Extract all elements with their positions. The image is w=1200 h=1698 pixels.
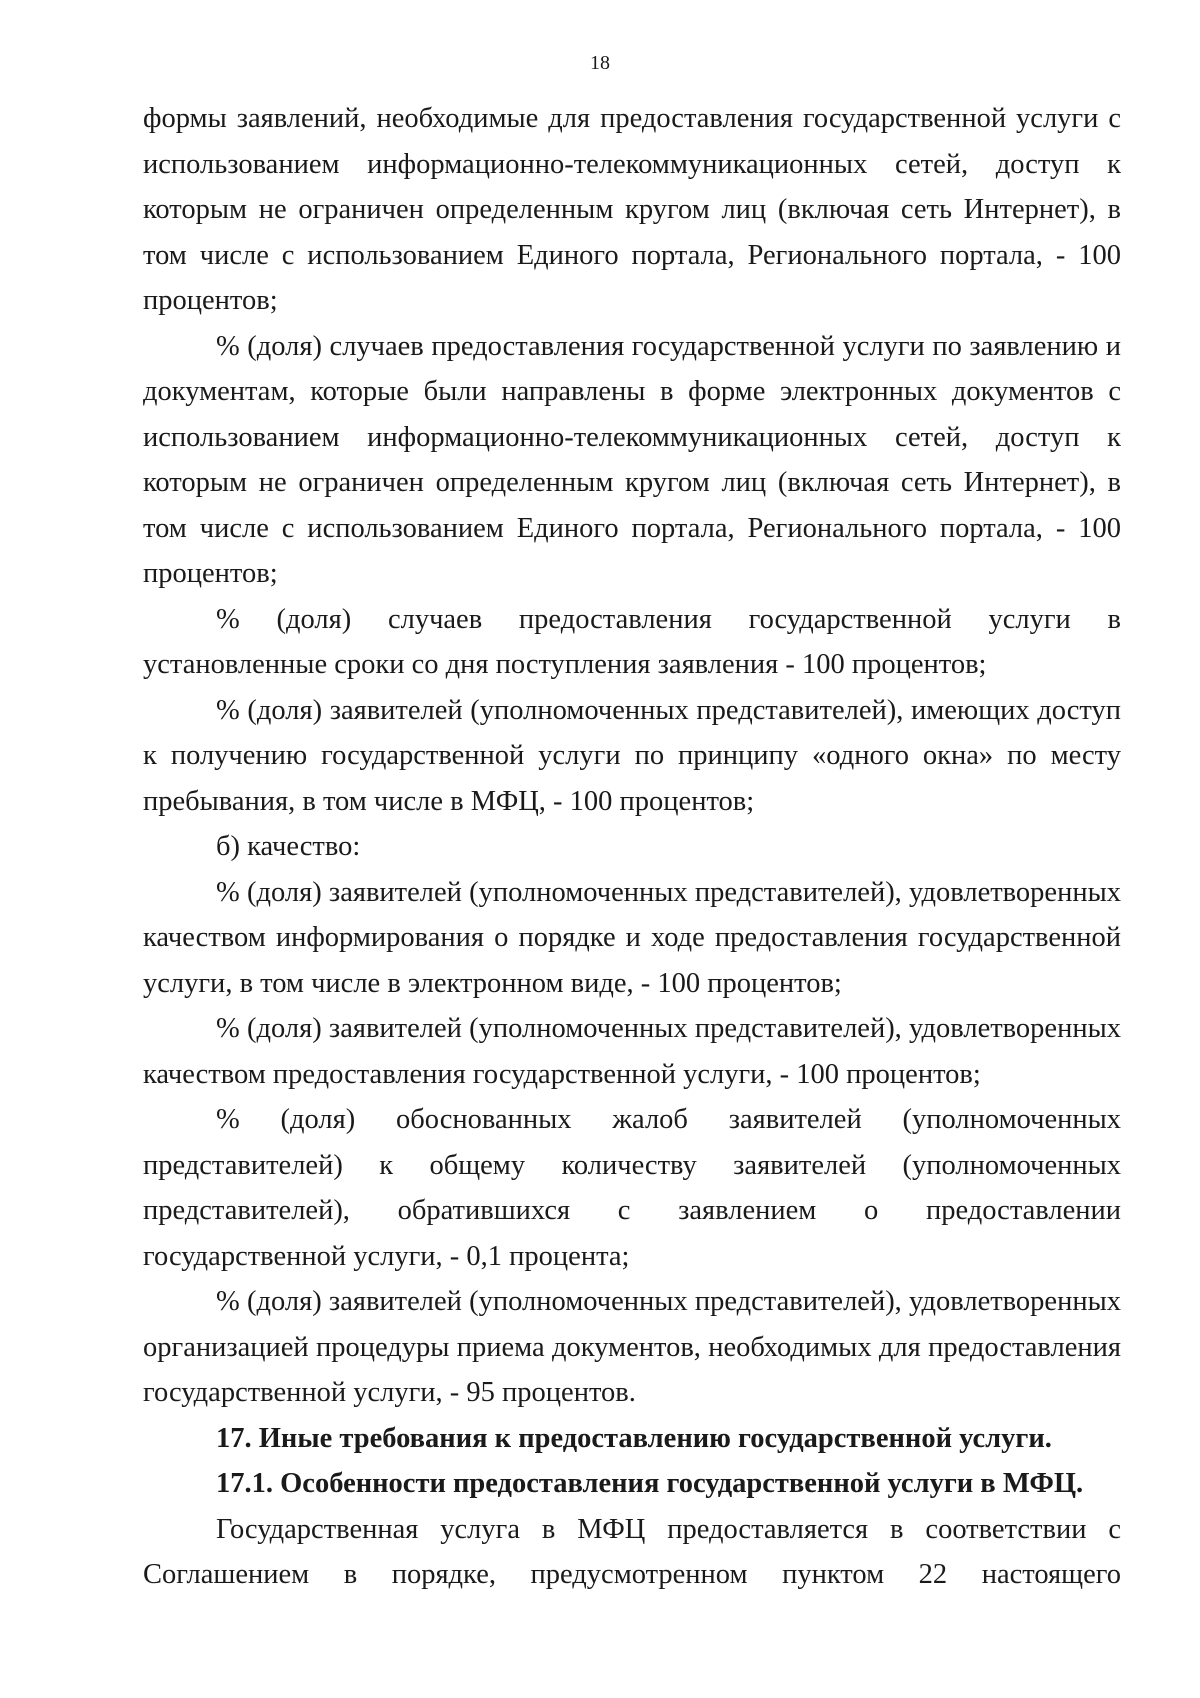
paragraph-informing-satisfaction: % (доля) заявителей (уполномоченных представителей), удовлетворенных качеством информирования о порядке и ходе предоставления государственной услуги, в том числе в электронном виде, - 100 процентов; xyxy=(143,876,1121,999)
paragraph-quality-label: б) качество: xyxy=(216,831,361,862)
paragraph-service-satisfaction: % (доля) заявителей (уполномоченных представителей), удовлетворенных качеством предоставления государственной услуги, - 100 процентов; xyxy=(143,1013,1121,1090)
paragraph-electronic-share: % (доля) случаев предоставления государственной услуги по заявлению и документам, которые были направлены в форме электронных документов с использованием информационно-телекоммуникационных сетей, доступ к которым не ограничен определенным кругом лиц (включая сеть Интернет), в том числе с использованием Единого портала, Регионального портала, - 100 процентов; xyxy=(143,330,1121,589)
section-heading-17-1: 17.1. Особенности предоставления государственной услуги в МФЦ. xyxy=(216,1468,1084,1499)
section-heading-17: 17. Иные требования к предоставлению государственной услуги. xyxy=(216,1422,1052,1454)
paragraph-procedure-satisfaction: % (доля) заявителей (уполномоченных представителей), удовлетворенных организацией процедуры приема документов, необходимых для предоставления государственной услуги, - 95 процентов. xyxy=(143,1286,1121,1408)
paragraph-mfc-agreement: Государственная услуга в МФЦ предоставляется в соответствии с Соглашением в порядке, предусмотренном пунктом 22 настоящего xyxy=(143,1513,1121,1590)
paragraph-continuation: формы заявлений, необходимые для предоставления государственной услуги с использованием информационно-телекоммуникационных сетей, доступ к которым не ограничен определенным кругом лиц (включая сеть Интернет), в том числе с использованием Единого портала, Регионального портала, - 100 процентов; xyxy=(143,103,1121,316)
paragraph-one-window-share: % (доля) заявителей (уполномоченных представителей), имеющих доступ к получению государственной услуги по принципу «одного окна» по месту пребывания, в том числе в МФЦ, - 100 процентов; xyxy=(143,694,1121,817)
paragraph-deadline-share: % (доля) случаев предоставления государственной услуги в установленные сроки со дня поступления заявления - 100 процентов; xyxy=(143,603,1121,680)
page-number: 18 xyxy=(590,52,610,74)
paragraph-complaints-share: % (доля) обоснованных жалоб заявителей (уполномоченных представителей) к общему количеству заявителей (уполномоченных представителей), обратившихся с заявлением о предоставлении государственной услуги, - 0,1 процента; xyxy=(143,1104,1121,1272)
document-body xyxy=(143,96,1121,1598)
